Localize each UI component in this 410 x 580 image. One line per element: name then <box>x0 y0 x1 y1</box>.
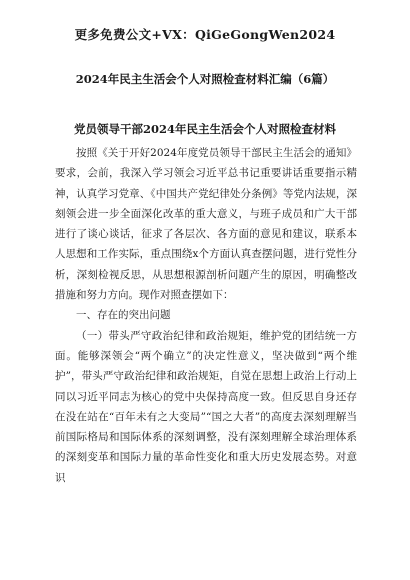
section-title: 党员领导干部2024年民主生活会个人对照检查材料 <box>73 122 336 136</box>
document-body <box>55 143 357 488</box>
heading-existing-problems: 一、存在的突出问题 <box>76 309 171 322</box>
header-watermark: 更多免费公文+VX：QiGeGongWen2024 <box>74 27 336 42</box>
document-title: 2024年民主生活会个人对照检查材料汇编（6篇） <box>75 72 335 86</box>
subsection-paragraph: （一）带头严守政治纪律和政治规矩，维护党的团结统一方面。能够深领会“两个确立”的决定性意义，坚决做到“两个维护”，带头严守政治纪律和政治规矩，自觉在思想上政治上行动上同以习近平同志为核心的党中央保持高度一致。但反思自身还存在没在站在“百年未有之大变局”“国之大者”的高度去深刻理解当前国际格局和国际体系的深刻调整，没有深刻理解全球治理体系的深刻变革和国际力量的革命性变化和重大历史发展态势。对意识 <box>55 329 357 484</box>
intro-paragraph: 按照《关于开好2024年度党员领导干部民主生活会的通知》要求，会前，我深入学习领会习近平总书记重要讲话重要指示精神，认真学习党章、《中国共产党纪律处分条例》等党内法规，深刻领会进一步全面深化改革的重大意义，与班子成员和广大干部进行了谈心谈话，征求了各层次、各方面的意见和建议，联系本人思想和工作实际，重点围绕x个方面认真查摆问题，进行党性分析，深刻检视反思，从思想根源剖析问题产生的原因，明确整改措施和努力方向。现作对照查摆如下： <box>55 147 357 302</box>
